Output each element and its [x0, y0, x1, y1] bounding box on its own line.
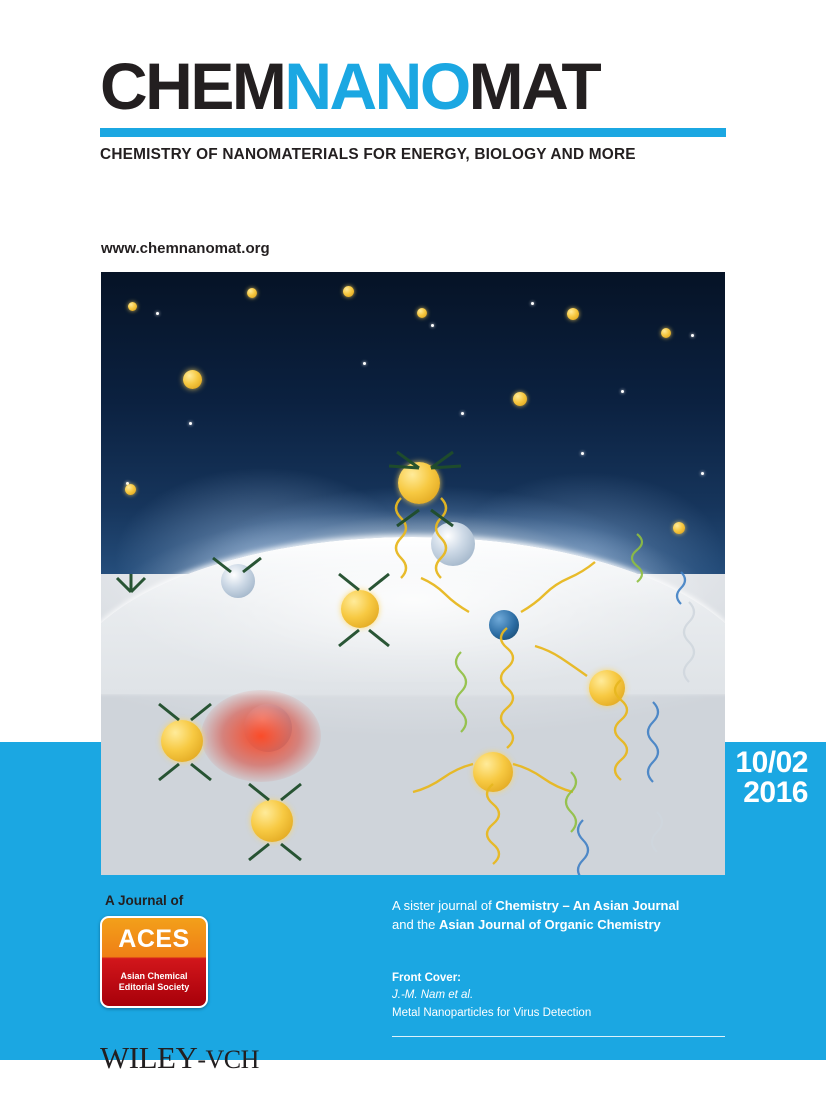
publisher-logo — [100, 1040, 259, 1076]
publisher-name-vch: -VCH — [197, 1045, 259, 1074]
journal-website-link[interactable]: www.chemnanomat.org — [101, 240, 270, 257]
journal-title-part-chem: CHEM — [100, 49, 285, 123]
front-cover-divider — [392, 1036, 725, 1037]
cover-artwork — [101, 272, 725, 875]
journal-title — [100, 49, 726, 123]
aces-society-line1: Asian Chemical — [120, 970, 188, 981]
sister-line2-prefix: and the — [392, 916, 439, 932]
publisher-name-wiley: WILEY — [100, 1040, 198, 1075]
sister-journal-note — [392, 897, 732, 935]
journal-subtitle: CHEMISTRY OF NANOMATERIALS FOR ENERGY, BIOLOGY AND MORE — [100, 145, 636, 163]
aces-society-line2: Editorial Society — [118, 982, 190, 992]
front-cover-authors: J.-M. Nam et al. — [392, 989, 474, 1002]
issue-number: 10/02 — [735, 746, 808, 779]
issue-badge — [735, 748, 808, 808]
aces-society-logo — [100, 916, 208, 1008]
issue-year: 2016 — [743, 776, 808, 809]
sister-line1-journal: Chemistry – An Asian Journal — [495, 898, 680, 913]
masthead — [100, 49, 726, 164]
journal-title-part-mat: MAT — [468, 49, 600, 123]
journal-title-part-nano: NANO — [284, 49, 469, 123]
aces-society-name — [102, 960, 206, 1004]
front-cover-title: Metal Nanoparticles for Virus Detection — [392, 1006, 592, 1019]
sister-line1-prefix: A sister journal of — [392, 898, 496, 913]
aces-acronym: ACES — [118, 924, 190, 953]
sister-line2-journal: Asian Journal of Organic Chemistry — [439, 916, 661, 932]
dna-strands-overlay — [101, 272, 725, 875]
journal-of-label: A Journal of — [105, 893, 184, 908]
front-cover-credit — [392, 970, 732, 1022]
front-cover-label: Front Cover: — [392, 972, 461, 984]
title-divider — [100, 128, 726, 137]
